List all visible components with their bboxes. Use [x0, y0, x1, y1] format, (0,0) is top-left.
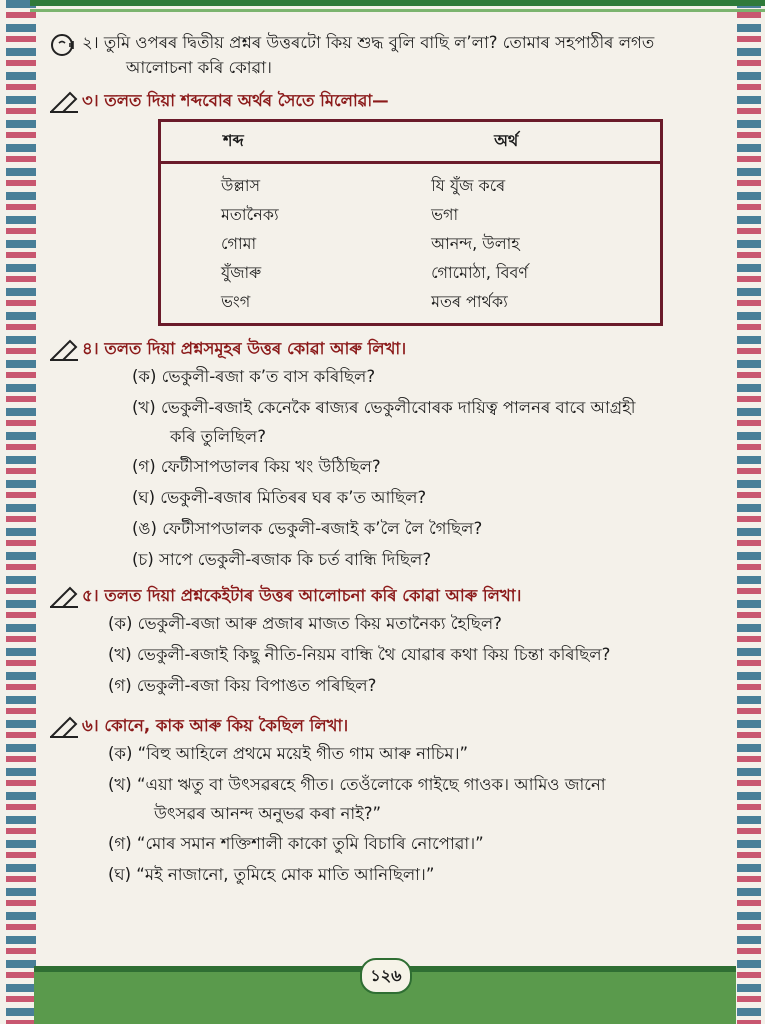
list-item: (খ) ভেকুলী-ৰজাই কিছু নীতি-নিয়ম বান্ধি থৈ যোৱাৰ কথা কিয় চিন্তা কৰিছিল?	[108, 645, 611, 664]
question-6-list	[108, 738, 740, 890]
word-cell: উল্লাস	[221, 176, 261, 195]
list-item-cont: উৎসৱৰ আনন্দ অনুভৱ কৰা নাই?”	[154, 804, 382, 823]
list-item: (ক) “বিহু আহিলে প্ৰথমে ময়েই গীত গাম আৰু নাচিম।”	[108, 744, 469, 763]
table-row	[160, 287, 662, 325]
table-row	[160, 229, 662, 258]
list-item: (খ) “এয়া ঋতু বা উৎসৱৰহে গীত। তেওঁলোকে গাইছে গাওক। আমিও জানো	[108, 775, 606, 794]
list-item: (ঘ) “মই নাজানো, তুমিহে মোক মাতি আনিছিলা।”	[108, 865, 435, 884]
list-item: (ক) ভেকুলী-ৰজা ক’ত বাস কৰিছিল?	[132, 367, 376, 386]
question-2-text: ২। তুমি ওপৰৰ দ্বিতীয় প্ৰশ্নৰ উত্তৰটো কিয় শুদ্ধ বুলি বাছি ল’লা? তোমাৰ সহপাঠীৰ লগত	[82, 33, 655, 52]
question-5-heading: ৫। তলত দিয়া প্ৰশ্নকেইটাৰ উত্তৰ আলোচনা কৰি কোৱা আৰু লিখা।	[82, 586, 522, 605]
pencil-icon	[50, 716, 78, 738]
decorative-border-left	[6, 0, 36, 1024]
question-4	[50, 336, 740, 575]
list-item: (চ) সাপে ভেকুলী-ৰজাক কি চৰ্ত বান্ধি দিছিল?	[132, 550, 432, 569]
word-cell: ভংগ	[221, 292, 251, 311]
list-item: (গ) ফেটীসাপডালৰ কিয় খং উঠিছিল?	[132, 457, 381, 476]
question-2	[50, 30, 740, 80]
meaning-cell: ভগা	[431, 205, 459, 224]
list-item: (ঙ) ফেটীসাপডালক ভেকুলী-ৰজাই ক’লৈ লৈ গৈছিল?	[132, 519, 483, 538]
table-header-meaning: অৰ্থ	[409, 121, 661, 163]
question-6-heading: ৬। কোনে, কাক আৰু কিয় কৈছিল লিখা।	[82, 716, 349, 735]
list-item: (খ) ভেকুলী-ৰজাই কেনেকৈ ৰাজ্যৰ ভেকুলীবোৰক দায়িত্ব পালনৰ বাবে আগ্ৰহী	[132, 398, 636, 417]
table-header-word: শব্দ	[160, 121, 410, 163]
question-4-heading: ৪। তলত দিয়া প্ৰশ্নসমূহৰ উত্তৰ কোৱা আৰু লিখা।	[82, 339, 407, 358]
list-item: (গ) “মোৰ সমান শক্তিশালী কাকো তুমি বিচাৰি নোপোৱা।”	[108, 834, 484, 853]
meaning-cell: মতৰ পাৰ্থক্য	[431, 292, 508, 311]
table-row	[160, 163, 662, 201]
meaning-cell: গোমোঠা, বিবৰ্ণ	[431, 263, 529, 282]
question-2-text-cont: আলোচনা কৰি কোৱা।	[126, 58, 272, 77]
question-6	[50, 713, 740, 890]
decorative-border-right	[737, 0, 761, 1024]
word-cell: মতানৈক্য	[221, 205, 279, 224]
list-item: (ঘ) ভেকুলী-ৰজাৰ মিতিৰৰ ঘৰ ক’ত আছিল?	[132, 488, 427, 507]
word-cell: যুঁজাৰু	[221, 263, 262, 282]
question-4-list	[132, 361, 740, 575]
pencil-icon	[50, 91, 78, 113]
speaking-head-icon	[50, 33, 78, 55]
question-5	[50, 583, 740, 701]
question-5-list	[108, 608, 740, 701]
list-item: (ক) ভেকুলী-ৰজা আৰু প্ৰজাৰ মাজত কিয় মতানৈক্য হৈছিল?	[108, 614, 502, 633]
table-row	[160, 200, 662, 229]
top-bar-thin	[30, 9, 765, 12]
list-item: (গ) ভেকুলী-ৰজা কিয় বিপাঙত পৰিছিল?	[108, 676, 377, 695]
top-bar	[30, 0, 765, 6]
pencil-icon	[50, 586, 78, 608]
question-3	[50, 88, 740, 326]
page-content	[50, 20, 740, 890]
pencil-icon	[50, 339, 78, 361]
meaning-cell: যি যুঁজ কৰে	[431, 176, 506, 195]
word-cell: গোমা	[221, 234, 257, 253]
table-row	[160, 258, 662, 287]
question-3-heading: ৩। তলত দিয়া শব্দবোৰ অৰ্থৰ সৈতে মিলোৱা—	[82, 91, 389, 110]
list-item-cont: কৰি তুলিছিল?	[170, 427, 266, 446]
word-meaning-table	[158, 119, 663, 326]
meaning-cell: আনন্দ, উলাহ	[431, 234, 520, 253]
page-number: ১২৬	[360, 958, 412, 994]
